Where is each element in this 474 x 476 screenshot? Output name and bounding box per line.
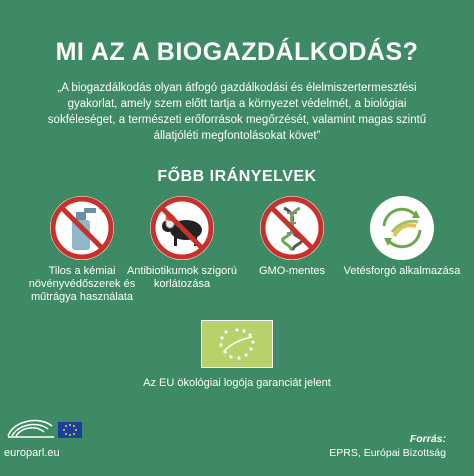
source-label: Forrás:: [409, 433, 446, 445]
principle-label: Tilos a kémiai növényvédőszerek és műtrágya használata: [28, 265, 136, 303]
european-parliament-logo: [4, 412, 84, 442]
page-title: MI AZ A BIOGAZDÁLKODÁS?: [55, 38, 419, 66]
principle-label: GMO-mentes: [258, 265, 325, 277]
source-note: [329, 432, 446, 460]
eu-logo-caption: Az EU ökológiai logója garanciát jelent: [143, 377, 331, 389]
dna-prohibited-icon: [260, 196, 324, 260]
principle-crop-rotation: [342, 196, 462, 278]
crop-rotation-icon: [370, 196, 434, 260]
europarl-link[interactable]: europarl.eu: [4, 447, 60, 459]
source-text: EPRS, Európai Bizottság: [329, 447, 446, 459]
definition-quote: „A biogazdálkodás olyan átfogó gazdálkodási és élelmiszertermesztési gyakorlat, amely szem előtt tartja a környezet védelmét, a biológiai sokféleséget, a természeti erőforrások megőrzését, valamint magas szintű állatjóléti megfontolásokat követ”: [47, 82, 427, 142]
cow-pill-prohibited-icon: [150, 196, 214, 260]
section-title: FŐBB IRÁNYELVEK: [157, 168, 317, 185]
principle-label: Vetésforgó alkalmazása: [343, 265, 461, 277]
principles-row: [0, 196, 474, 316]
principle-antibiotics: [122, 196, 242, 291]
principle-gmo-free: [232, 196, 352, 278]
principle-label: Antibiotikumok szigorú korlátozása: [126, 265, 238, 290]
eu-organic-logo: [201, 320, 273, 368]
spray-bottle-prohibited-icon: [50, 196, 114, 260]
